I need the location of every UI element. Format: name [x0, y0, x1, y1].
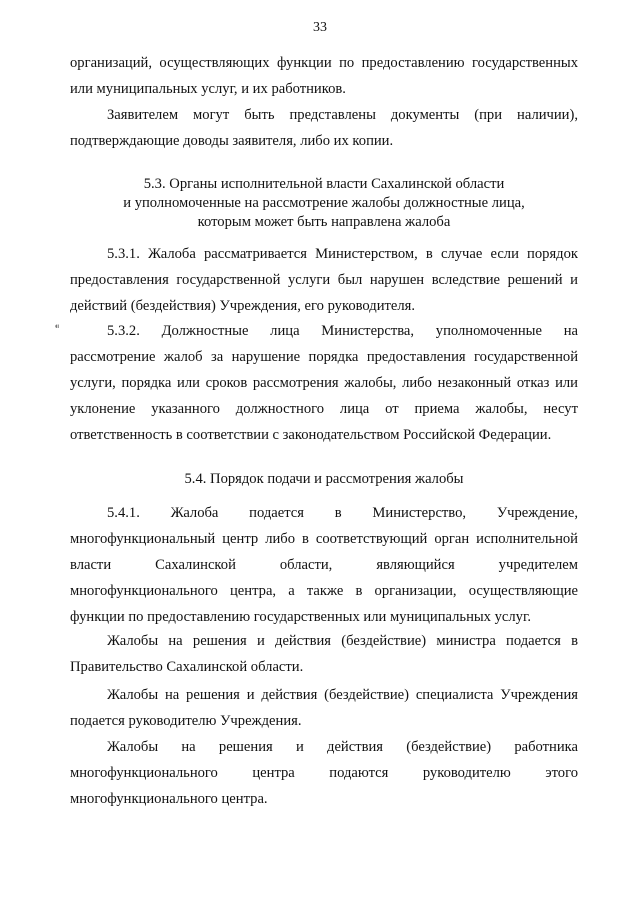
page-number: 33: [313, 20, 327, 35]
paragraph-5-3-2: [70, 318, 578, 448]
paragraph-5-3-1: [70, 241, 578, 319]
text-line: многофункциональный центр либо в соответствующий орган исполнительной: [70, 531, 578, 547]
heading-line: 5.4. Порядок подачи и рассмотрения жалобы: [184, 471, 464, 487]
text-line: рассмотрение жалоб за нарушение порядка предоставления государственной: [70, 349, 578, 365]
text-line: функции по предоставлению государственных или муниципальных услуг.: [70, 609, 531, 625]
text-line: Жалобы на решения и действия (бездействие) специалиста Учреждения: [107, 687, 578, 703]
text-line: многофункционального центра.: [70, 791, 268, 807]
text-line: 5.4.1. Жалоба подается в Министерство, Учреждение,: [107, 505, 578, 521]
text-line: власти Сахалинской области, являющийся учредителем: [70, 557, 578, 573]
heading-line: которым может быть направлена жалоба: [197, 214, 451, 230]
section-5-4-heading: [70, 470, 578, 489]
text-line: услуги, порядка или сроков рассмотрения жалобы, либо незаконный отказ или: [70, 375, 578, 391]
paragraph-minister-complaints: [70, 628, 578, 680]
text-line: или муниципальных услуг, и их работников.: [70, 81, 346, 97]
text-line: Правительство Сахалинской области.: [70, 659, 304, 675]
scan-mark: ⁌: [54, 320, 60, 334]
text-line: 5.3.2. Должностные лица Министерства, уполномоченные на: [107, 323, 578, 339]
text-line: Заявителем могут быть представлены документы (при наличии),: [107, 107, 578, 123]
text-line: организаций, осуществляющих функции по предоставлению государственных: [70, 55, 578, 71]
paragraph-mfc-complaints: [70, 734, 578, 812]
text-line: уклонение указанного должностного лица от приема жалобы, несут: [70, 401, 578, 417]
text-line: Жалобы на решения и действия (бездействие) работника: [107, 739, 578, 755]
paragraph-5-4-1: [70, 500, 578, 630]
paragraph-specialist-complaints: [70, 682, 578, 734]
text-line: многофункционального центра, а также в организации, осуществляющие: [70, 583, 578, 599]
heading-line: и уполномоченные на рассмотрение жалобы должностные лица,: [123, 195, 525, 211]
text-line: ответственность в соответствии с законодательством Российской Федерации.: [70, 427, 552, 443]
heading-line: 5.3. Органы исполнительной власти Сахалинской области: [143, 176, 505, 192]
text-line: подтверждающие доводы заявителя, либо их копии.: [70, 133, 394, 149]
text-line: многофункционального центра подаются руководителю этого: [70, 765, 578, 781]
text-line: предоставления государственной услуги был нарушен вследствие решений и: [70, 272, 578, 288]
text-line: подается руководителю Учреждения.: [70, 713, 302, 729]
applicant-documents-paragraph: [70, 102, 578, 154]
intro-paragraph: [70, 50, 578, 102]
text-line: Жалобы на решения и действия (бездействие) министра подается в: [107, 633, 578, 649]
text-line: 5.3.1. Жалоба рассматривается Министерством, в случае если порядок: [107, 246, 578, 262]
text-line: действий (бездействия) Учреждения, его руководителя.: [70, 298, 416, 314]
section-5-3-heading: [70, 175, 578, 232]
